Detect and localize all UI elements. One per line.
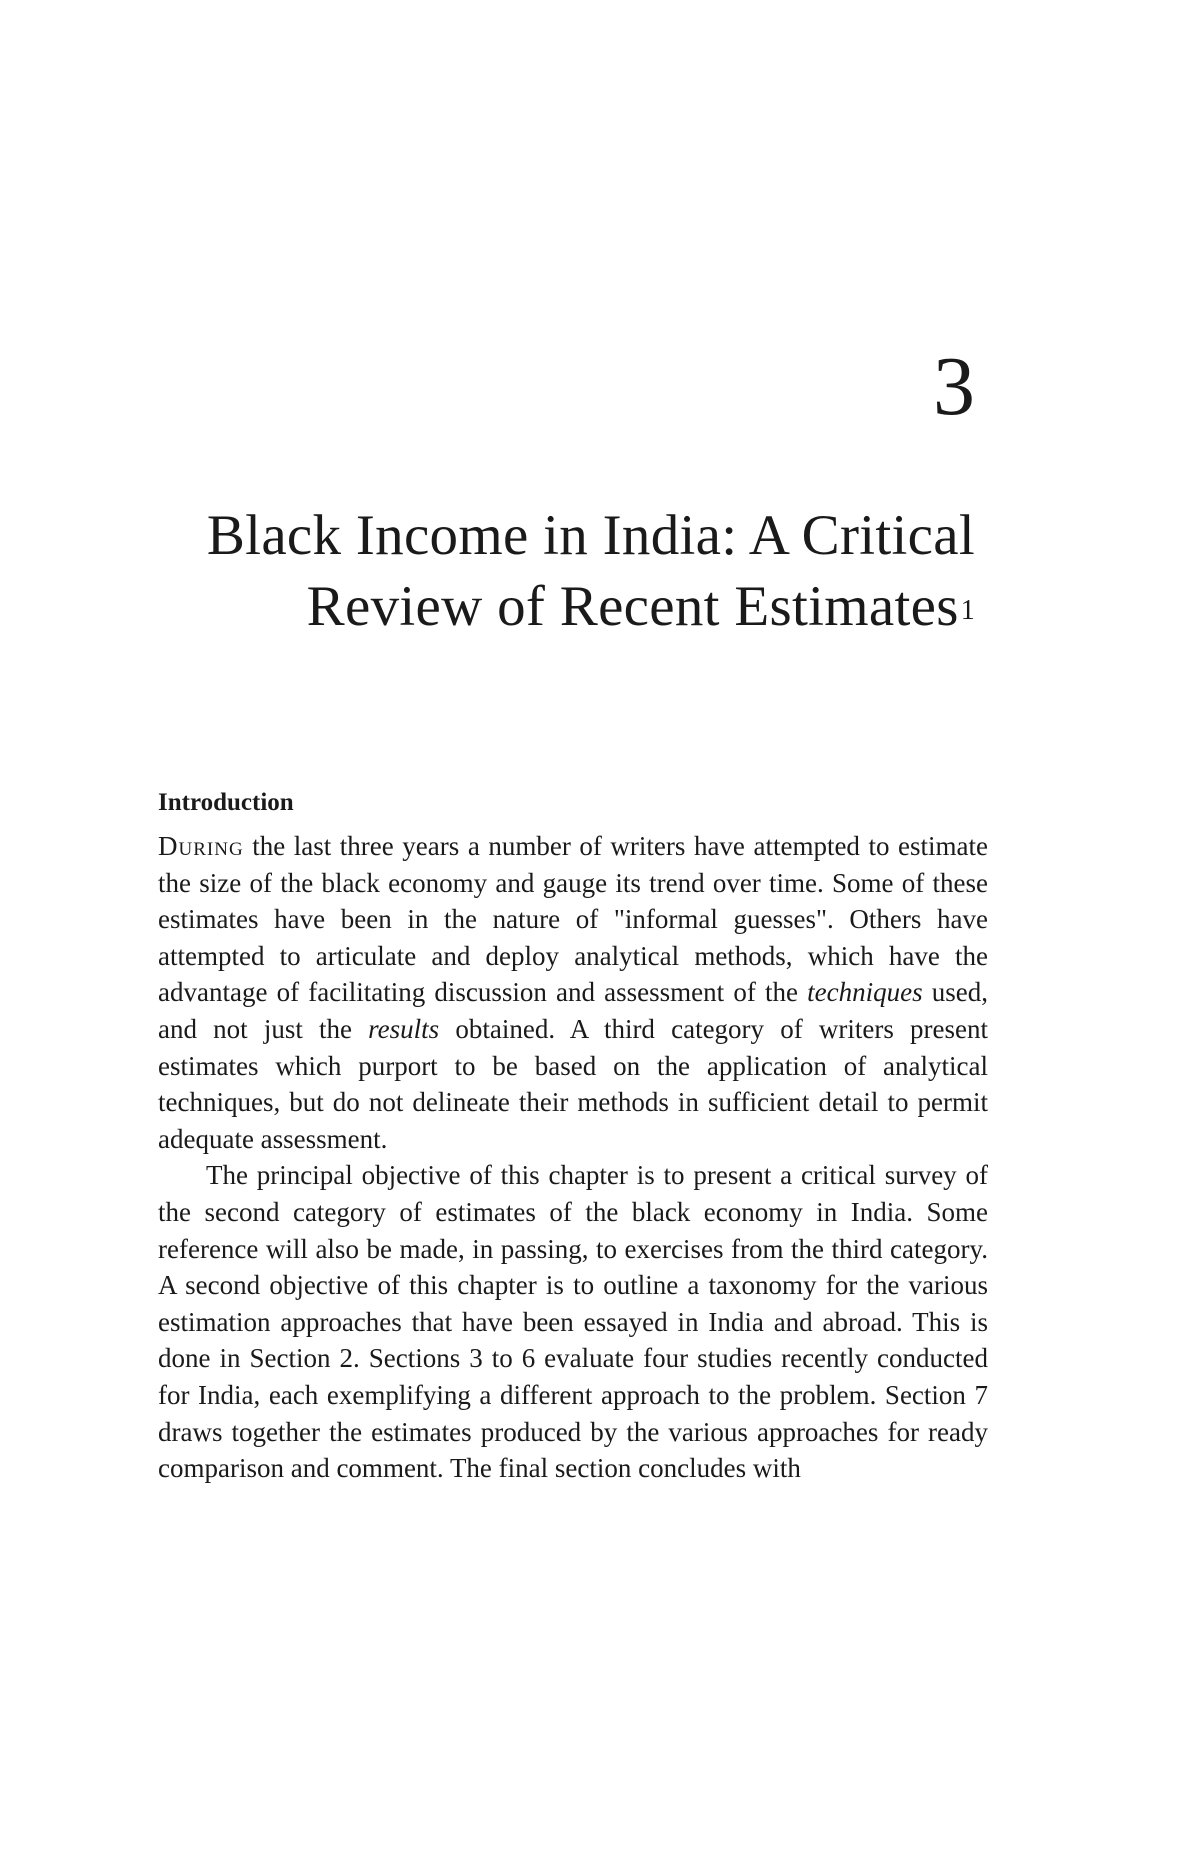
footnote-marker: 1	[960, 595, 975, 626]
chapter-title-line-1: Black Income in India: A Critical	[206, 504, 975, 567]
chapter-title-line-2-text: Review of Recent Estimates	[306, 575, 959, 638]
paragraph-lead-in: During	[158, 831, 244, 861]
paragraph-1-text-c: obtained. A third category of writers present estimates which purport to be based on the application of analytical techniques, but do not delineate their methods in sufficient detail to permit adequate assessment.	[158, 1013, 988, 1154]
paragraph-1-text-a: the last three years a number of writers have attempted to estimate the size of the black economy and gauge its trend over time. Some of these estimates have been in the nature of "informal guesses". Others have attempted to articulate and deploy analytical methods, which have the advantage of facilitating discussion and assessment of the	[158, 831, 988, 1008]
body-text	[158, 828, 988, 1487]
paragraph-1	[158, 828, 988, 1157]
paragraph-2: The principal objective of this chapter is to present a critical survey of the second category of estimates of the black economy in India. Some reference will also be made, in passing, to exercises from the third category. A second objective of this chapter is to outline a taxonomy for the various estimation approaches that have been essayed in India and abroad. This is done in Section 2. Sections 3 to 6 evaluate four studies recently conducted for India, each exemplifying a different approach to the problem. Section 7 draws together the estimates produced by the various approaches for ready comparison and comment. The final section concludes with	[158, 1160, 988, 1484]
italic-results: results	[368, 1013, 440, 1044]
chapter-title	[155, 500, 975, 642]
section-heading: Introduction	[158, 789, 294, 816]
chapter-number: 3	[933, 340, 975, 433]
paragraph-1-text-b: used, and not just the	[158, 977, 988, 1044]
italic-techniques: techniques	[807, 977, 923, 1008]
chapter-title-line-2	[155, 571, 975, 642]
